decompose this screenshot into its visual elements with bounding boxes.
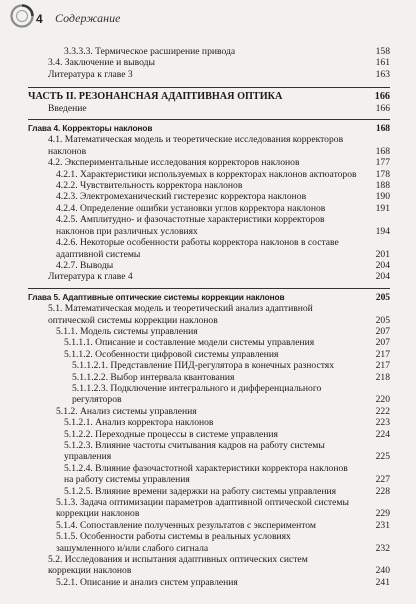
toc-entry-page: 225 [375, 451, 390, 463]
toc-entry[interactable] [28, 169, 390, 180]
toc-entry[interactable] [28, 271, 390, 282]
toc-entry-page: 205 [375, 291, 390, 303]
toc-entry-page: 204 [375, 259, 390, 271]
toc-entry[interactable] [28, 372, 390, 383]
section-divider [28, 119, 390, 120]
toc-entry-page: 229 [375, 508, 390, 520]
toc-entry[interactable] [28, 237, 390, 260]
toc-entry-title: ЧАСТЬ II. РЕЗОНАНСНАЯ АДАПТИВНАЯ ОПТИКА [28, 91, 283, 103]
toc-entry[interactable] [28, 486, 390, 497]
toc-entry-page: 228 [375, 485, 390, 497]
toc-entry-page: 217 [375, 360, 390, 372]
toc-entry-title: 4.1. Математическая модель и теоретические исследования корректоров наклонов [48, 134, 344, 157]
toc-entry[interactable] [28, 69, 390, 80]
toc-entry-page: 223 [375, 417, 390, 429]
toc-entry[interactable] [28, 463, 390, 486]
toc-entry-title: 5.1.1.2.1. Представление ПИД-регулятора в конечных разностях [72, 360, 334, 372]
toc-entry-title: 5.1.5. Особенности работы системы в реальных условиях зашумленного и/или слабого сигнала [56, 531, 291, 554]
toc-entry[interactable] [28, 531, 390, 554]
toc-entry[interactable] [28, 417, 390, 428]
toc-entry-page: 194 [375, 225, 390, 237]
toc-entry-title: Литература к главе 3 [48, 68, 133, 80]
toc-entry-title: 5.1.3. Задача оптимизации параметров адаптивной оптической системы коррекции наклонов [56, 497, 349, 520]
toc-chapter-heading[interactable] [28, 123, 390, 134]
toc-entry-page: 190 [375, 191, 390, 203]
toc-entry-page: 191 [375, 202, 390, 214]
toc-entry[interactable] [28, 260, 390, 271]
toc-entry-page: 161 [375, 57, 390, 69]
toc-entry-page: 177 [375, 157, 390, 169]
toc-entry[interactable] [28, 337, 390, 348]
toc-entry[interactable] [28, 406, 390, 417]
toc-entry-page: 240 [375, 565, 390, 577]
toc-entry[interactable] [28, 326, 390, 337]
toc-entry-title: 4.2.5. Амплитудно- и фазочастотные характеристики корректоров наклонов при различных условиях [56, 214, 325, 237]
page-number: 4 [36, 12, 43, 26]
toc-entry-title: 5.1. Математическая модель и теоретический анализ адаптивной оптической системы коррекции наклонов [48, 303, 313, 326]
toc-entry-page: 232 [375, 542, 390, 554]
toc-entry-title: 5.1.2. Анализ системы управления [56, 405, 197, 417]
toc-entry[interactable] [28, 46, 390, 57]
toc-entry-page: 218 [375, 371, 390, 383]
toc-entry[interactable] [28, 554, 390, 577]
toc-entry-page: 188 [375, 180, 390, 192]
toc-entry-page: 168 [375, 145, 390, 157]
toc-entry[interactable] [28, 180, 390, 191]
toc-entry-title: 4.2. Экспериментальные исследования корректоров наклонов [48, 157, 300, 169]
table-of-contents [28, 46, 390, 588]
toc-entry[interactable] [28, 577, 390, 588]
toc-entry-title: Литература к главе 4 [48, 271, 133, 283]
toc-entry[interactable] [28, 103, 390, 114]
toc-entry-page: 163 [375, 68, 390, 80]
toc-entry[interactable] [28, 429, 390, 440]
toc-entry-page: 205 [375, 314, 390, 326]
toc-part-heading[interactable] [28, 91, 390, 102]
toc-entry-title: 5.1.1.2.2. Выбор интервала квантования [72, 371, 235, 383]
toc-entry-page: 217 [375, 348, 390, 360]
toc-entry-title: 5.1.2.3. Влияние частоты считывания кадров на работу системы управления [64, 440, 325, 463]
toc-entry-page: 207 [375, 337, 390, 349]
toc-entry[interactable] [28, 440, 390, 463]
toc-entry[interactable] [28, 497, 390, 520]
toc-entry-title: 4.2.1. Характеристики используемых в корректорах наклонов актюаторов [56, 168, 357, 180]
running-title: Содержание [55, 11, 121, 25]
toc-entry-page: 231 [375, 519, 390, 531]
toc-entry-title: 4.2.4. Определение ошибки установки углов корректора наклонов [56, 202, 326, 214]
toc-entry[interactable] [28, 214, 390, 237]
toc-entry[interactable] [28, 191, 390, 202]
toc-entry[interactable] [28, 203, 390, 214]
toc-entry-title: 5.2.1. Описание и анализ систем управления [56, 576, 238, 588]
toc-entry-page: 207 [375, 325, 390, 337]
toc-entry-title: 5.1.2.2. Переходные процессы в системе управления [64, 428, 278, 440]
toc-entry[interactable] [28, 303, 390, 326]
toc-entry-title: 5.1.2.4. Влияние фазочастотной характеристики корректора наклонов на работу системы управления [64, 462, 348, 486]
toc-entry-page: 220 [375, 394, 390, 406]
toc-entry-page: 178 [375, 168, 390, 180]
toc-chapter-heading[interactable] [28, 292, 390, 303]
toc-entry-title: 3.4. Заключение и выводы [48, 57, 155, 69]
toc-entry[interactable] [28, 360, 390, 371]
section-divider [28, 87, 390, 88]
section-divider [28, 288, 390, 289]
toc-entry-title: Глава 5. Адаптивные оптические системы коррекции наклонов [28, 291, 285, 302]
toc-entry-title: 5.1.1.1. Описание и составление модели системы управления [64, 337, 315, 349]
publisher-logo-icon [10, 4, 34, 28]
toc-entry-title: 5.1.1.2.3. Подключение интегрального и дифференциального регуляторов [72, 382, 322, 406]
toc-entry-page: 241 [375, 576, 390, 588]
toc-entry-title: 4.2.6. Некоторые особенности работы корректора наклонов в составе адаптивной системы [56, 237, 339, 260]
toc-entry-title: 3.3.3.3. Термическое расширение привода [64, 46, 236, 57]
toc-entry-title: 5.1.4. Сопоставление полученных результатов с экспериментом [56, 519, 316, 531]
toc-entry-page: 224 [375, 428, 390, 440]
toc-entry-page: 227 [375, 474, 390, 486]
toc-entry-title: 4.2.3. Электромеханический гистерезис корректора наклонов [56, 191, 307, 203]
toc-entry-title: Глава 4. Корректоры наклонов [28, 123, 153, 134]
toc-entry[interactable] [28, 520, 390, 531]
toc-entry[interactable] [28, 57, 390, 68]
toc-entry-page: 204 [375, 271, 390, 283]
toc-entry[interactable] [28, 383, 390, 406]
toc-entry[interactable] [28, 157, 390, 168]
toc-entry[interactable] [28, 349, 390, 360]
toc-entry-page: 158 [375, 46, 390, 57]
toc-entry-title: 4.2.2. Чувствительность корректора наклонов [56, 180, 243, 192]
toc-entry-title: 5.2. Исследования и испытания адаптивных оптических систем коррекции наклонов [48, 554, 308, 577]
toc-entry-page: 222 [375, 405, 390, 417]
toc-entry-title: Введение [48, 102, 87, 114]
toc-entry-title: 5.1.2.1. Анализ корректора наклонов [64, 417, 214, 429]
toc-entry-page: 201 [375, 248, 390, 260]
toc-entry-page: 168 [375, 123, 390, 135]
toc-entry-page: 166 [375, 102, 390, 114]
toc-entry-page: 166 [374, 91, 390, 103]
toc-entry-title: 5.1.1.2. Особенности цифровой системы управления [64, 348, 279, 360]
toc-entry[interactable] [28, 134, 390, 157]
toc-entry-title: 5.1.1. Модель системы управления [56, 325, 198, 337]
toc-entry-title: 4.2.7. Выводы [56, 259, 114, 271]
toc-entry-title: 5.1.2.5. Влияние времени задержки на работу системы управления [64, 485, 337, 497]
